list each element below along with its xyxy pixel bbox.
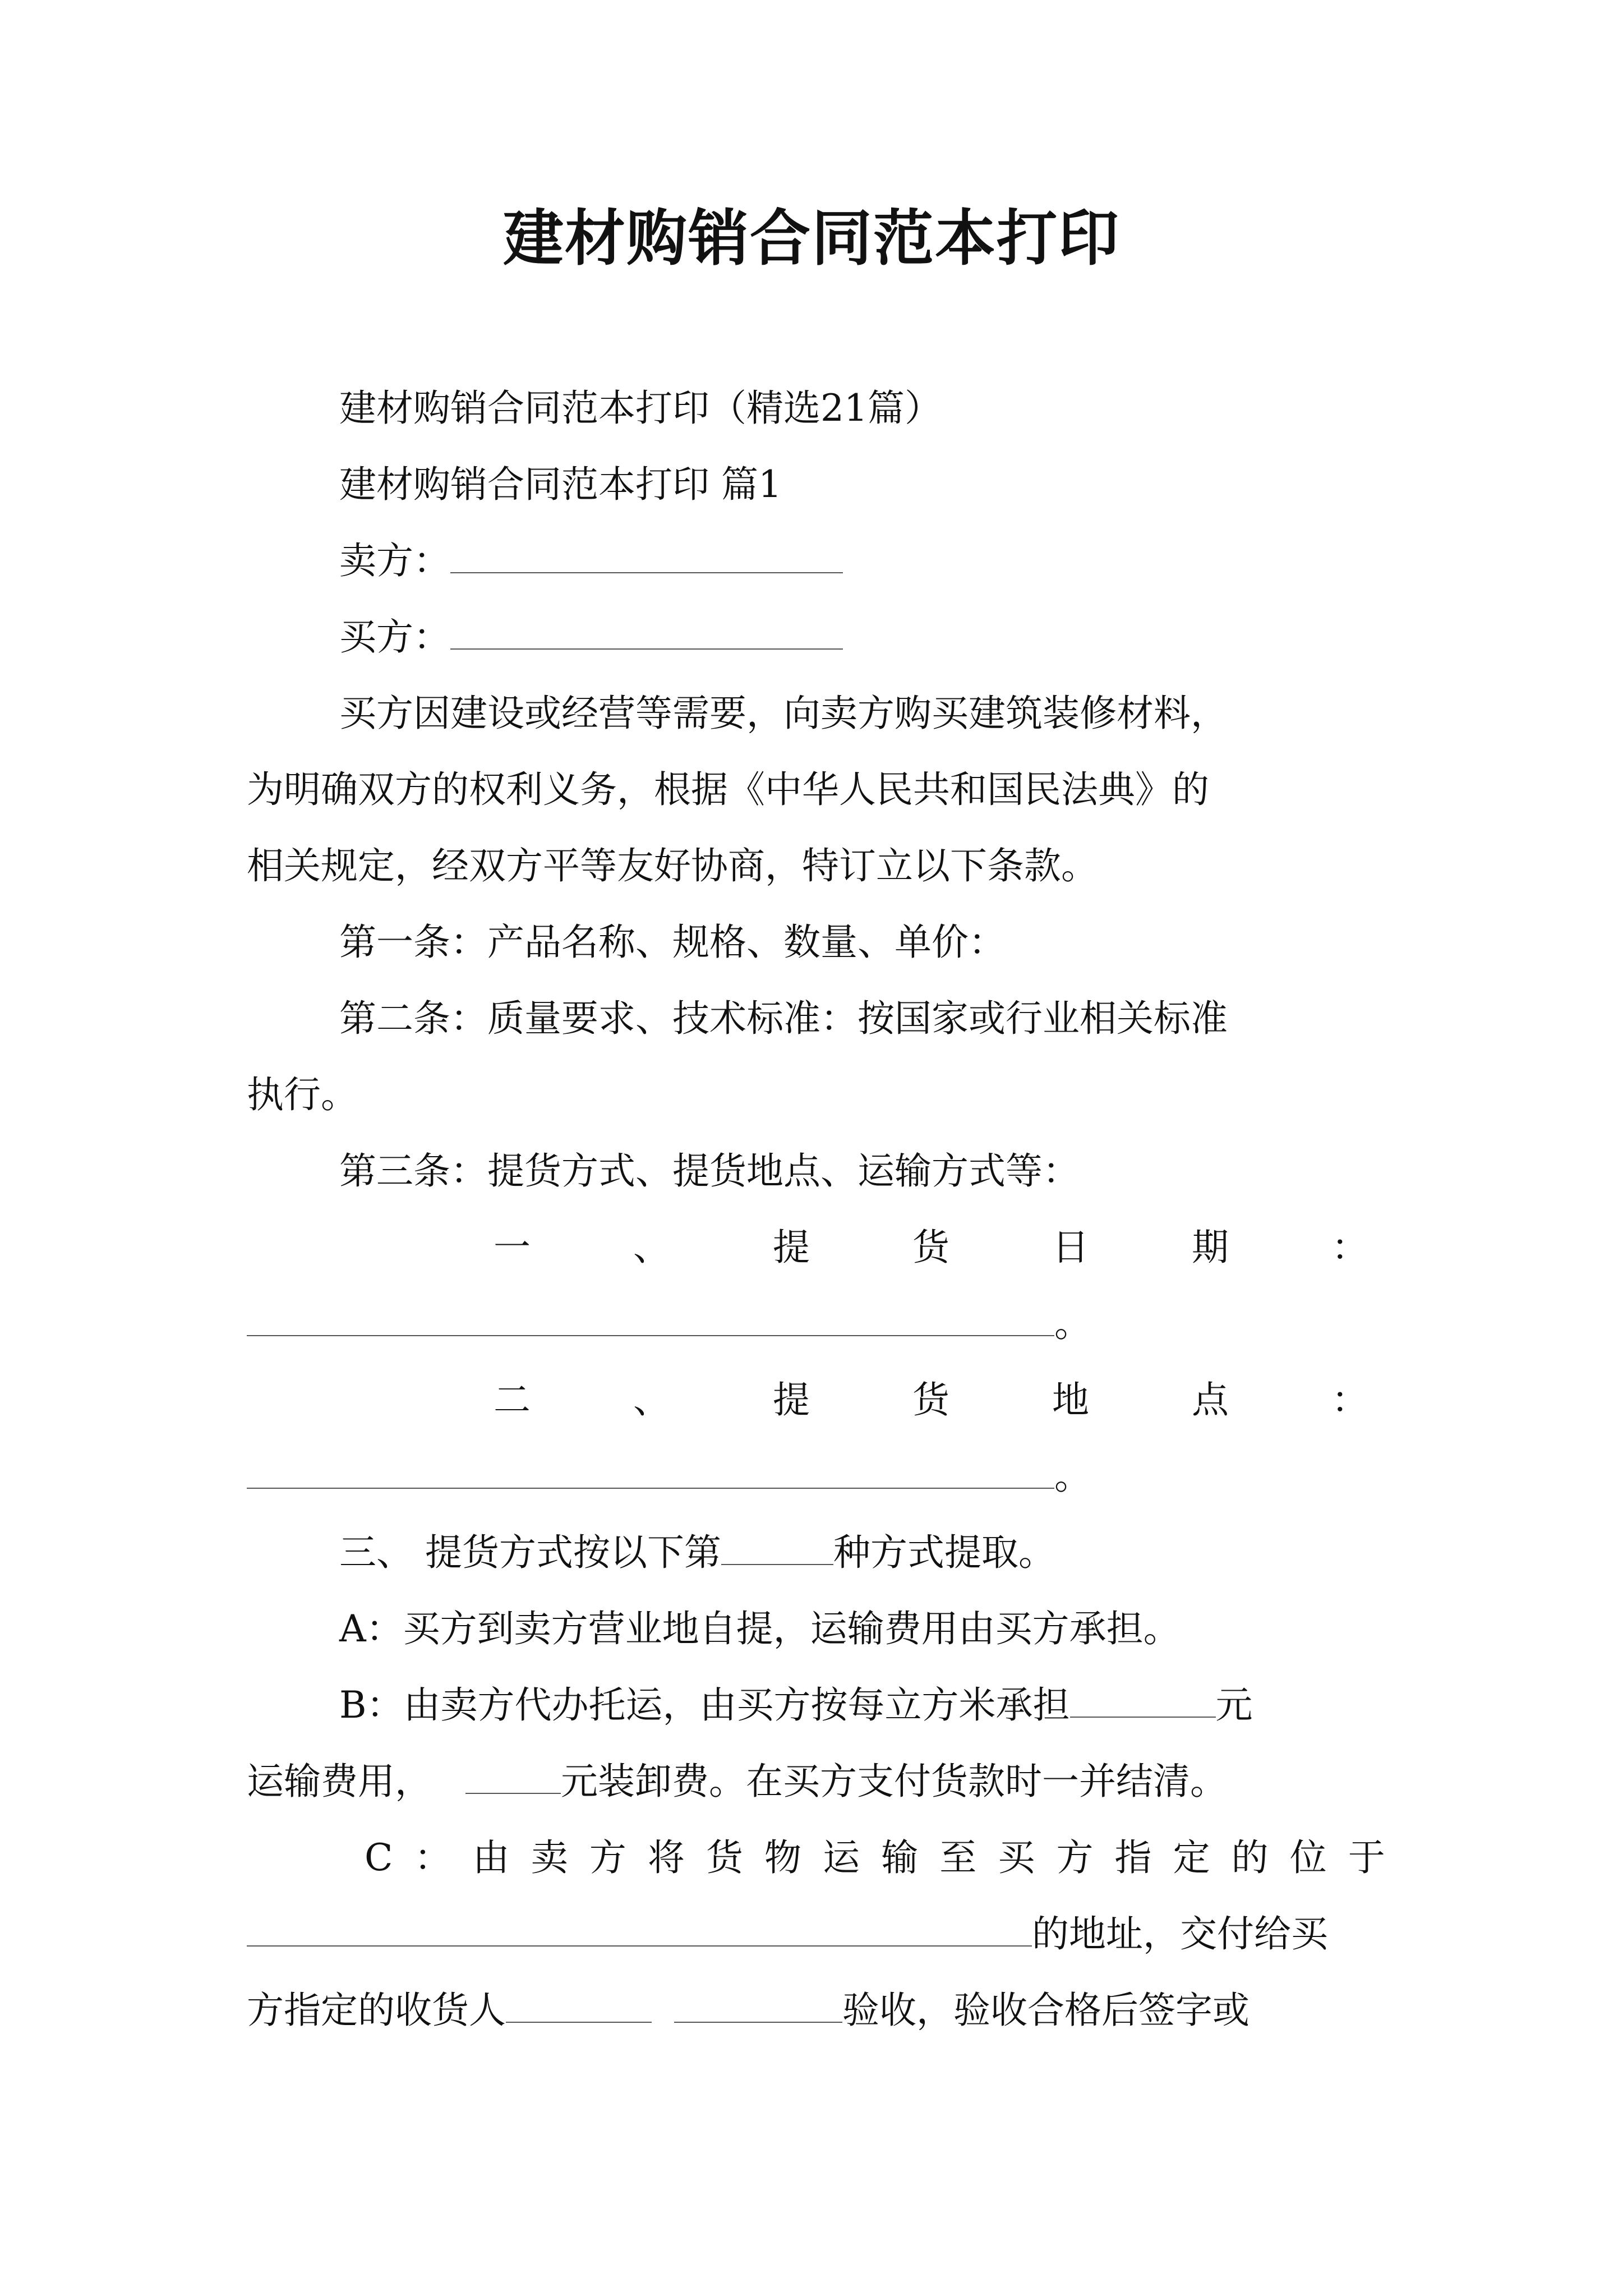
pickup-place-char: 二 [494, 1378, 531, 1421]
option-b-pre: B：由卖方代办托运，由买方按每立方米承担 [339, 1683, 1070, 1727]
option-c-char: 物 [764, 1836, 802, 1879]
pickup-method-post: 种方式提取。 [833, 1531, 1055, 1574]
option-c-char: 位 [1289, 1836, 1327, 1879]
option-c-char: ： [414, 1836, 451, 1879]
pickup-place-char: 地 [1052, 1378, 1089, 1421]
chapter-line: 建材购销合同范本打印 篇1 [339, 463, 782, 506]
pickup-place-char: 提 [773, 1378, 810, 1421]
intro-line-1: 买方因建设或经营等需要，向卖方购买建筑装修材料， [339, 692, 1228, 735]
article-3: 第三条：提货方式、提货地点、运输方式等： [339, 1149, 1080, 1193]
pickup-date-char: ： [1331, 1226, 1368, 1269]
option-b-line-2 [247, 1743, 1391, 1820]
pickup-date-blank-line [247, 1286, 1391, 1362]
option-b-blank-2 [465, 1759, 561, 1794]
option-c-line-1 [247, 1820, 1391, 1896]
pickup-date-line [247, 1209, 1391, 1286]
option-b-blank-1 [1070, 1683, 1216, 1718]
document-title: 建材购销合同范本打印 [502, 203, 1120, 274]
seller-line [247, 523, 1391, 599]
seller-label: 卖方： [339, 539, 450, 582]
article-2-line-2: 执行。 [247, 1073, 358, 1116]
option-c-char: 卖 [531, 1836, 568, 1879]
pickup-place-char: 、 [633, 1378, 670, 1421]
intro-line-2: 为明确双方的权利义务，根据《中华人民共和国民法典》的 [247, 768, 1209, 811]
pickup-date-end: 。 [1054, 1302, 1091, 1345]
option-c2-post: 的地址，交付给买 [1032, 1912, 1328, 1955]
option-c-char: 由 [472, 1836, 510, 1879]
option-a: A：买方到卖方营业地自提，运输费用由买方承担。 [339, 1607, 1181, 1650]
option-c-char: 于 [1348, 1836, 1385, 1879]
pickup-date-char: 货 [912, 1226, 949, 1269]
option-c-char: 定 [1173, 1836, 1210, 1879]
intro-line-3: 相关规定，经双方平等友好协商，特订立以下条款。 [247, 844, 1098, 887]
option-c-address-blank [247, 1912, 1032, 1947]
pickup-place-blank [247, 1454, 1054, 1489]
pickup-place-blank-line [247, 1438, 1391, 1515]
pickup-method-pre: 三、 提货方式按以下第 [339, 1531, 721, 1574]
option-c-char: 指 [1114, 1836, 1152, 1879]
option-c-char: 货 [706, 1836, 743, 1879]
option-c-line-3 [247, 1972, 1391, 2049]
option-c3-pre: 方指定的收货人 [247, 1989, 506, 2032]
option-c-char: 方 [1056, 1836, 1094, 1879]
option-c-char: 至 [939, 1836, 977, 1879]
pickup-date-char: 日 [1052, 1226, 1089, 1269]
option-c-char: 运 [823, 1836, 860, 1879]
option-c-receiver-blank-2 [674, 1988, 842, 2023]
pickup-method-blank [721, 1530, 833, 1565]
pickup-date-char: 、 [633, 1226, 670, 1269]
buyer-line [247, 599, 1391, 675]
subtitle-line: 建材购销合同范本打印（精选21篇） [339, 386, 942, 430]
pickup-date-char: 一 [494, 1226, 531, 1269]
buyer-blank [450, 615, 843, 650]
pickup-place-char: ： [1331, 1378, 1368, 1421]
pickup-place-char: 点 [1192, 1378, 1229, 1421]
article-2-line-1: 第二条：质量要求、技术标准：按国家或行业相关标准 [339, 997, 1228, 1040]
article-1: 第一条：产品名称、规格、数量、单价： [339, 921, 1006, 964]
option-c3-post: 验收，验收合格后签字或 [842, 1989, 1249, 2032]
option-b-post: 元 [1215, 1683, 1253, 1727]
option-c-char: 的 [1231, 1836, 1269, 1879]
option-b-line-1 [247, 1667, 1391, 1743]
seller-blank [450, 539, 843, 573]
pickup-method-line [247, 1515, 1391, 1591]
option-c-char: C [365, 1836, 393, 1879]
pickup-place-line [247, 1362, 1391, 1438]
option-c-char: 方 [589, 1836, 626, 1879]
buyer-label: 买方： [339, 615, 450, 659]
option-c-char: 买 [998, 1836, 1035, 1879]
pickup-date-char: 期 [1192, 1226, 1229, 1269]
pickup-date-char: 提 [773, 1226, 810, 1269]
option-c-char: 将 [647, 1836, 685, 1879]
option-c-char: 输 [881, 1836, 919, 1879]
pickup-place-char: 货 [912, 1378, 949, 1421]
pickup-place-end: 。 [1054, 1455, 1091, 1498]
document-body [247, 370, 1391, 2049]
option-c-line-2 [247, 1896, 1391, 1972]
option-b2-post: 元装卸费。在买方支付货款时一并结清。 [561, 1760, 1227, 1803]
option-c-receiver-blank-1 [506, 1988, 652, 2023]
pickup-date-blank [247, 1301, 1054, 1336]
option-b2-pre: 运输费用， [247, 1760, 432, 1803]
